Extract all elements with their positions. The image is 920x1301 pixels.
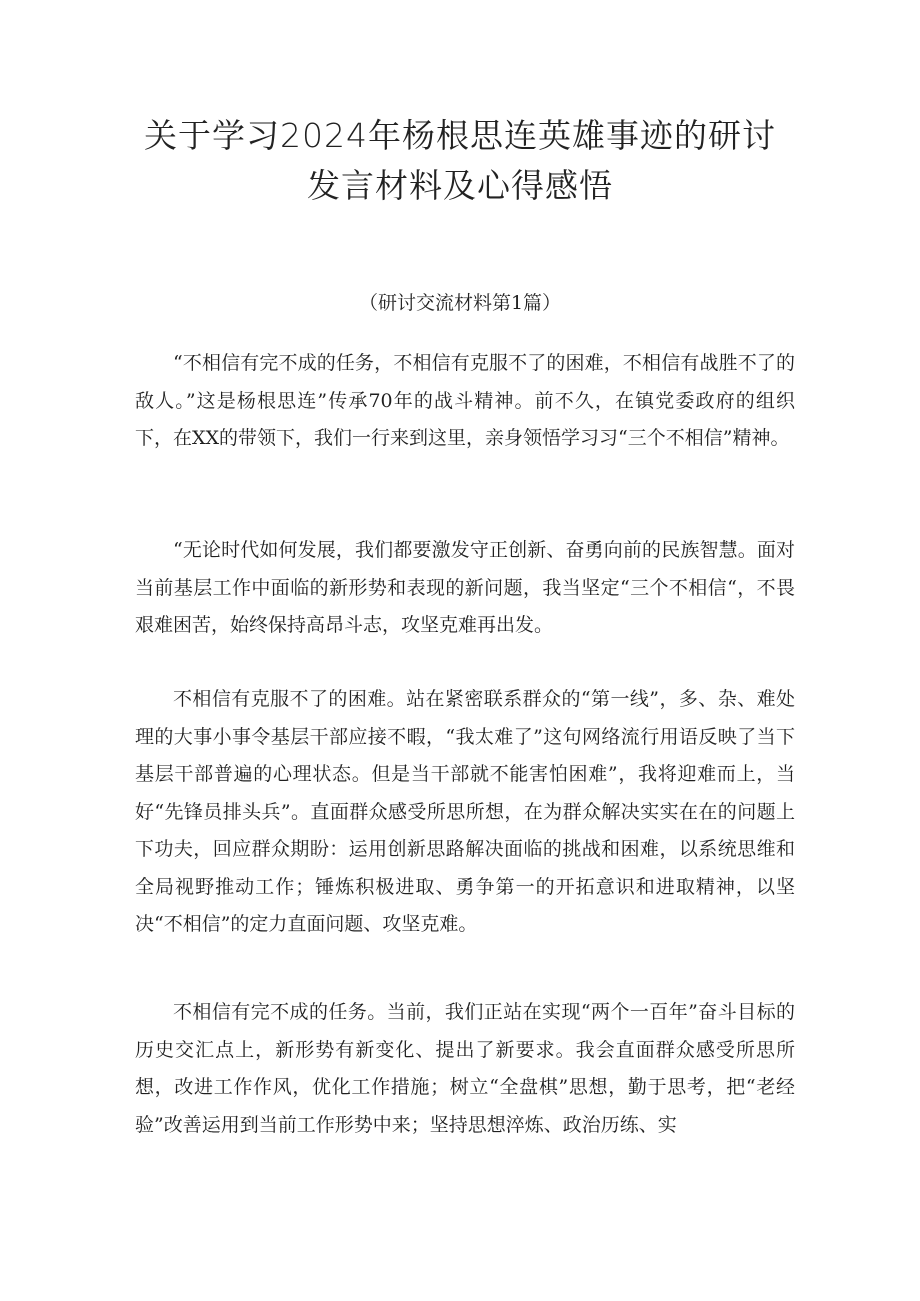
- paragraph-2: “无论时代如何发展，我们都要激发守正创新、奋勇向前的民族智慧。面对当前基层工作中面临的新形势和表现的新问题，我当坚定“三个不相信“，不畏艰难困苦，始终保持高昂斗志，攻坚克难再出发。: [135, 539, 795, 636]
- paragraph-1: “不相信有完不成的任务，不相信有克服不了的困难，不相信有战胜不了的敌人。”这是杨根思连”传承70年的战斗精神。前不久，在镇党委政府的组织下，在XX的带领下，我们一行来到这里，亲身领悟学习习“三个不相信”精神。: [135, 352, 795, 449]
- document-subtitle: （研讨交流材料第1篇）: [358, 292, 562, 314]
- paragraph-4: 不相信有完不成的任务。当前，我们正站在实现“两个一百年”奋斗目标的历史交汇点上，新形势有新变化、提出了新要求。我会直面群众感受所思所想，改进工作作风，优化工作措施；树立“全盘棋”思想，勤于思考，把“老经验”改善运用到当前工作形势中来；坚持思想淬炼、政治历练、实: [135, 1001, 795, 1136]
- document-title-line-2: 发言材料及心得感悟: [307, 166, 613, 205]
- document-title-line-1: 关于学习2024年杨根思连英雄事迹的研讨: [144, 116, 776, 155]
- paragraph-3: 不相信有克服不了的困难。站在紧密联系群众的“第一线”，多、杂、难处理的大事小事令基层干部应接不暇，“我太难了”这句网络流行用语反映了当下基层干部普遍的心理状态。但是当干部就不能害怕困难”，我将迎难而上，当好“先锋员排头兵”。直面群众感受所思所想，在为群众解决实实在在的问题上下功夫，回应群众期盼：运用创新思路解决面临的挑战和困难，以系统思维和全局视野推动工作；锤炼积极进取、勇争第一的开拓意识和进取精神，以坚决“不相信”的定力直面问题、攻坚克难。: [135, 688, 795, 935]
